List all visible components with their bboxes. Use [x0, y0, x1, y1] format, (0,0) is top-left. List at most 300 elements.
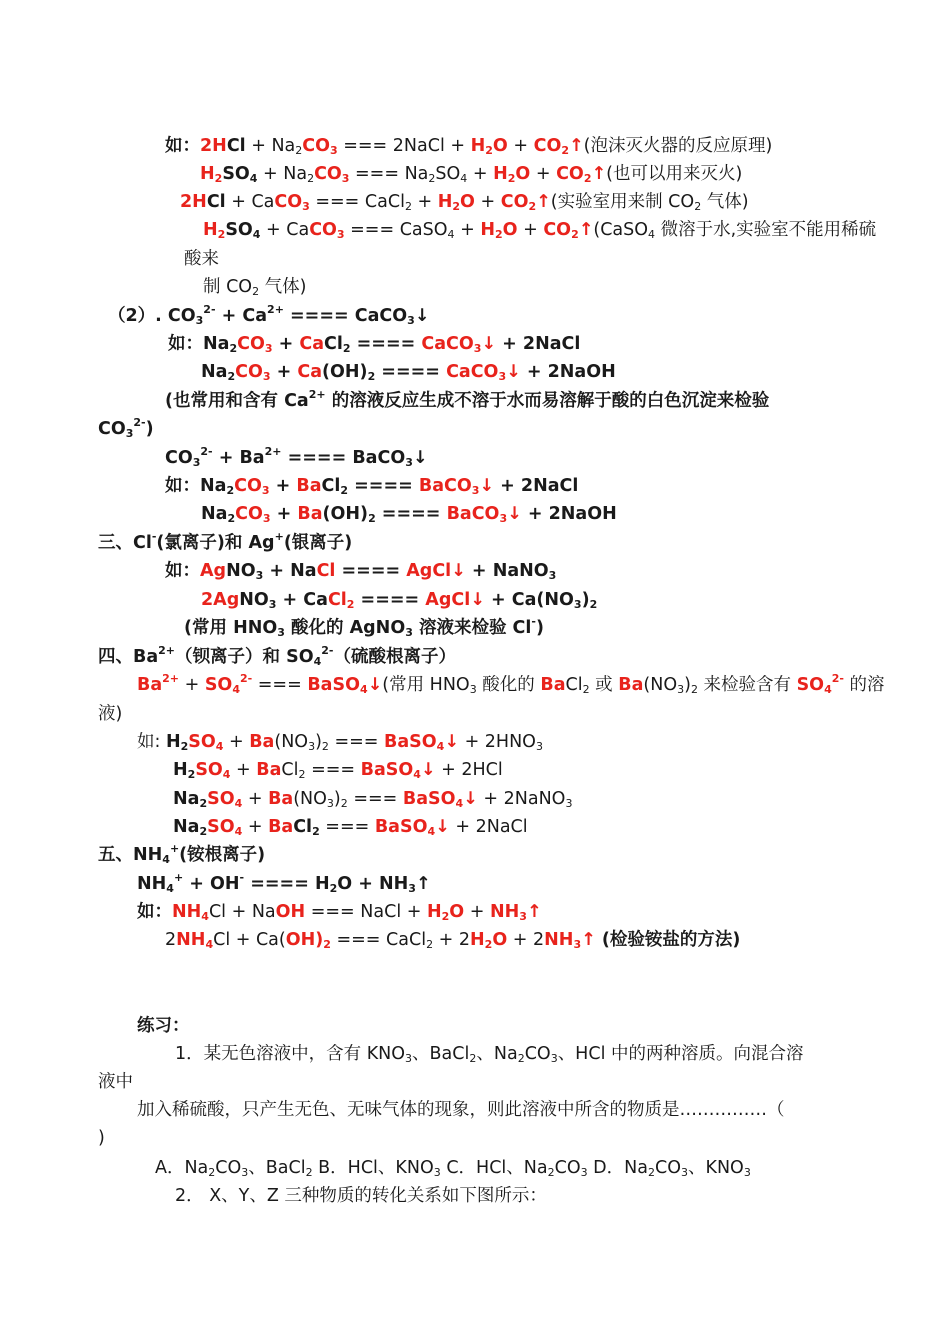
text-segment: BaSO — [360, 760, 414, 780]
text-segment: ) — [684, 675, 691, 695]
text-segment: CO — [237, 334, 265, 354]
text-segment: + — [173, 871, 184, 884]
text-segment: 3 — [680, 1166, 688, 1179]
text-segment: ↑ — [526, 902, 542, 922]
text-segment: 如： — [137, 902, 172, 922]
text-segment: CO — [314, 164, 342, 184]
text-segment: H — [493, 164, 508, 184]
text-segment: ) — [535, 618, 544, 638]
text-segment: (铵根离子) — [179, 845, 266, 865]
text-segment: 3 — [268, 598, 277, 611]
text-segment: + — [270, 504, 298, 524]
text-segment: H — [470, 136, 486, 156]
text-segment: 2 — [426, 938, 434, 951]
text-segment: BaSO — [307, 675, 360, 695]
text-line — [98, 529, 352, 557]
text-line — [173, 756, 503, 784]
text-segment: (也常用和含有 Ca — [165, 391, 309, 411]
text-segment: CO — [543, 220, 572, 240]
text-segment: 2 — [180, 740, 189, 753]
text-segment: H — [426, 902, 442, 922]
text-segment: AgCl↓ — [425, 590, 485, 610]
text-segment: BaCO — [446, 504, 500, 524]
text-segment: 2 — [469, 1052, 477, 1065]
text-segment: + 2HNO — [459, 732, 536, 752]
text-segment: 四、Ba — [98, 647, 159, 667]
text-segment: 3 — [498, 370, 507, 383]
text-line — [184, 614, 544, 642]
text-segment: + — [242, 789, 269, 809]
text-segment: + Ca(NO — [484, 590, 574, 610]
text-segment: SO — [435, 164, 461, 184]
text-segment: (NO — [293, 789, 327, 809]
text-segment: 、BaCl — [412, 1044, 470, 1064]
text-segment: 如: — [137, 732, 166, 752]
text-segment: 4 — [249, 172, 258, 185]
text-segment: NH — [544, 930, 574, 950]
text-segment: Ba — [137, 675, 163, 695]
text-segment: 的溶液反应生成不溶于水而易溶解于酸的白色沉淀来检验 — [325, 391, 770, 411]
text-segment: 2Ag — [201, 590, 240, 610]
text-segment: + Ca — [276, 590, 328, 610]
text-segment: ↓ — [420, 760, 436, 780]
text-segment: 如： — [165, 136, 200, 156]
text-segment: + 2HCl — [435, 760, 503, 780]
text-segment: - — [151, 530, 157, 543]
text-segment: 2． X、Y、Z 三种物质的转化关系如下图所示： — [175, 1186, 547, 1206]
text-segment: (银离子) — [283, 533, 353, 553]
text-segment: 3 — [677, 683, 685, 696]
text-segment: + — [230, 760, 257, 780]
text-segment: Ca — [297, 362, 323, 382]
text-segment: (检验铵盐的方法) — [595, 930, 741, 950]
text-segment: 2 — [342, 342, 351, 355]
text-line — [98, 415, 154, 443]
text-segment: 3 — [262, 512, 271, 525]
text-segment: Ba — [540, 675, 566, 695]
text-segment: + — [169, 842, 180, 855]
text-segment: 2 — [452, 200, 461, 213]
text-line — [108, 302, 429, 330]
text-segment: (NO — [643, 675, 678, 695]
text-line — [201, 500, 617, 528]
text-segment: 2 — [252, 285, 260, 298]
text-segment: Ba — [618, 675, 644, 695]
text-segment: 2 — [582, 683, 590, 696]
text-segment: 气体) — [701, 192, 749, 212]
text-segment: (OH) — [322, 362, 368, 382]
text-segment: ==== — [354, 590, 426, 610]
text-segment: 3 — [473, 342, 482, 355]
text-segment: 1．某无色溶液中，含有 KNO — [175, 1044, 406, 1064]
text-segment: 2 — [307, 172, 315, 185]
text-segment: 2 — [208, 1166, 216, 1179]
text-segment: 4 — [215, 740, 224, 753]
text-segment: 2 — [367, 370, 376, 383]
text-segment: 4 — [359, 683, 368, 696]
text-segment: SO — [207, 789, 235, 809]
text-line — [203, 273, 306, 301]
text-segment: BaSO — [384, 732, 437, 752]
text-segment: 4 — [232, 683, 240, 696]
text-segment: - — [531, 615, 536, 628]
text-segment: Ba — [249, 732, 275, 752]
text-segment: + — [411, 192, 438, 212]
text-line — [98, 643, 456, 671]
text-segment: Na — [201, 362, 228, 382]
text-segment: + Ca — [260, 220, 310, 240]
text-segment: H — [437, 192, 453, 212]
text-segment: 3 — [405, 626, 413, 639]
text-segment: 2 — [690, 683, 698, 696]
text-line — [165, 444, 428, 472]
text-segment: ) — [315, 732, 322, 752]
text-segment: + — [517, 220, 544, 240]
text-segment: ==== CaCO — [283, 306, 408, 326]
text-segment: (OH) — [322, 504, 369, 524]
text-segment: 4 — [824, 683, 832, 696]
text-segment: (NO — [274, 732, 309, 752]
text-line — [165, 472, 578, 500]
text-segment: 2 — [227, 370, 236, 383]
text-segment: 液) — [98, 704, 123, 724]
text-segment: Cl — [316, 561, 336, 581]
text-segment: 2 — [694, 200, 702, 213]
text-segment: 2 — [321, 740, 329, 753]
text-segment: === NaCl + — [305, 902, 427, 922]
text-segment: 4 — [427, 825, 436, 838]
text-segment: 2 — [571, 228, 579, 241]
text-segment: + — [507, 136, 534, 156]
text-segment: OH — [275, 902, 306, 922]
text-segment: ↑ — [581, 930, 596, 950]
text-segment: 3 — [125, 427, 134, 440]
text-segment: 4 — [234, 825, 243, 838]
text-segment: H — [480, 220, 495, 240]
text-segment: 2- — [321, 644, 334, 657]
text-line — [180, 188, 749, 216]
text-line — [165, 926, 740, 954]
text-segment: 4 — [162, 853, 170, 866]
text-segment: 3 — [743, 1166, 751, 1179]
text-segment: ==== — [375, 362, 447, 382]
text-segment: ↓ — [506, 362, 521, 382]
text-segment: NO — [226, 561, 256, 581]
text-segment: + 2NaOH — [521, 504, 617, 524]
text-segment: 、Na — [476, 1044, 518, 1064]
text-segment: 2 — [561, 144, 569, 157]
text-segment: O — [502, 220, 518, 240]
text-segment: 2 — [346, 598, 355, 611]
text-segment: SO — [207, 817, 235, 837]
text-line — [165, 132, 772, 160]
text-segment: 2- — [133, 416, 146, 429]
text-segment: 酸来 — [184, 249, 219, 269]
text-segment: CO — [165, 448, 193, 468]
text-segment: ↓ — [444, 732, 459, 752]
text-segment: CO — [309, 220, 337, 240]
text-segment: H — [173, 760, 188, 780]
text-segment: 2 — [368, 512, 376, 525]
text-segment: CO — [274, 192, 303, 212]
text-segment: 2 — [441, 910, 450, 923]
text-segment: 液中 — [98, 1072, 133, 1092]
text-line — [137, 728, 543, 756]
text-segment: + — [274, 530, 284, 543]
text-segment: + 2NaNO — [477, 789, 566, 809]
text-segment: + 2NaOH — [520, 362, 616, 382]
text-segment: 3 — [407, 314, 415, 327]
text-segment: + — [454, 220, 481, 240]
text-segment: Ba — [296, 476, 322, 496]
text-segment: ==== — [350, 334, 422, 354]
text-segment: 2- — [203, 303, 216, 316]
text-segment: (常用 HNO — [382, 675, 470, 695]
text-segment: Ba — [256, 760, 282, 780]
text-segment: H — [165, 732, 181, 752]
text-segment: 、BaCl — [248, 1158, 306, 1178]
text-segment: (氯离子)和 Ag — [156, 533, 275, 553]
text-segment: ) — [98, 1128, 105, 1148]
text-segment: 2H — [180, 192, 207, 212]
text-segment: 2- — [239, 672, 253, 685]
text-segment: 2 — [340, 484, 349, 497]
text-segment: + 2NaCl — [449, 817, 528, 837]
text-segment: 3 — [330, 144, 338, 157]
text-line — [184, 245, 219, 273]
text-segment: O — [449, 902, 465, 922]
text-segment: 来检验含有 — [697, 675, 797, 695]
text-segment: + — [530, 164, 557, 184]
text-segment: 2 — [227, 512, 236, 525]
text-segment: + — [272, 334, 300, 354]
text-segment: ↓ — [412, 448, 428, 468]
text-segment: 3 — [405, 1052, 413, 1065]
text-segment: （硫酸根离子） — [333, 647, 456, 667]
text-segment: 2 — [312, 825, 320, 838]
text-segment: 2 — [404, 200, 412, 213]
text-line — [137, 898, 542, 926]
text-line — [137, 1012, 190, 1040]
text-segment: O — [460, 192, 475, 212]
text-segment: (也可以用来灭火) — [606, 164, 743, 184]
text-segment: CO — [215, 1158, 242, 1178]
text-segment: NH — [137, 874, 167, 894]
text-segment: 三、Cl — [98, 533, 152, 553]
text-segment: BaSO — [374, 817, 428, 837]
text-segment: + 2 — [433, 930, 470, 950]
text-line — [168, 330, 580, 358]
text-line — [165, 557, 556, 585]
text-segment: 4 — [455, 797, 464, 810]
text-segment: 4 — [413, 768, 421, 781]
text-segment: === — [347, 789, 403, 809]
text-segment: Ca — [299, 334, 325, 354]
text-segment: CO — [235, 504, 263, 524]
text-segment: + Na — [263, 561, 317, 581]
text-segment: + OH — [183, 874, 240, 894]
text-line — [173, 785, 572, 813]
text-segment: - — [239, 871, 245, 884]
text-segment: 3 — [405, 456, 413, 469]
text-segment: CO — [302, 136, 331, 156]
text-segment: 如：Na — [165, 476, 227, 496]
text-segment: 3 — [550, 1052, 558, 1065]
text-segment: O — [492, 136, 508, 156]
text-segment: 2 — [589, 598, 598, 611]
text-segment: 或 — [589, 675, 619, 695]
text-segment: (实验室用来制 CO — [550, 192, 695, 212]
text-segment: CO — [235, 362, 263, 382]
text-segment: SO — [204, 675, 233, 695]
text-segment: 3 — [326, 797, 334, 810]
text-segment: 、HCl 中的两种溶质。向混合溶 — [557, 1044, 804, 1064]
text-segment: + — [269, 476, 297, 496]
text-segment: 的溶 — [843, 675, 885, 695]
text-segment: （2）. CO — [108, 306, 196, 326]
text-segment: (常用 HNO — [184, 618, 278, 638]
text-segment: 4 — [460, 172, 468, 185]
text-segment: 2+ — [162, 672, 180, 685]
text-segment: SO — [195, 760, 223, 780]
text-segment: ==== — [335, 561, 407, 581]
text-segment: CO — [500, 192, 529, 212]
text-segment: Ba — [297, 504, 323, 524]
text-segment: 2 — [187, 768, 196, 781]
text-segment: 3 — [573, 938, 582, 951]
text-segment: + Na — [245, 136, 296, 156]
text-segment: AgCl↓ — [406, 561, 466, 581]
text-line — [201, 358, 616, 386]
text-line — [98, 700, 122, 728]
text-segment: （钡离子）和 SO — [175, 647, 314, 667]
text-segment: 2+ — [308, 388, 326, 401]
text-segment: ↓ — [367, 675, 383, 695]
text-segment: 2 — [485, 144, 493, 157]
text-segment: SO — [796, 675, 825, 695]
text-segment: NH — [489, 902, 520, 922]
text-segment: + 2 — [507, 930, 545, 950]
text-segment: 2- — [831, 672, 844, 685]
text-segment: ) — [333, 789, 341, 809]
text-segment: SO — [225, 220, 253, 240]
text-segment: 2H — [200, 136, 227, 156]
text-segment: 2 — [428, 172, 436, 185]
text-segment: Na — [201, 504, 228, 524]
text-segment: + — [474, 192, 501, 212]
text-segment: Cl + Na — [208, 902, 276, 922]
text-segment: Na — [173, 817, 200, 837]
text-segment: 溶液来检验 Cl — [412, 618, 532, 638]
text-segment: Cl — [206, 192, 226, 212]
text-segment: C．HCl、Na — [440, 1158, 548, 1178]
text-segment: ↓ — [507, 504, 522, 524]
text-segment: ↓ — [479, 476, 495, 496]
text-segment: 2 — [165, 930, 177, 950]
text-line — [137, 870, 431, 898]
text-segment: 3 — [573, 598, 582, 611]
text-segment: 3 — [262, 370, 271, 383]
text-segment: 2 — [226, 484, 235, 497]
text-segment: + NaNO — [465, 561, 549, 581]
text-segment: 2 — [340, 797, 348, 810]
text-segment: 2+ — [267, 303, 284, 316]
text-segment: 如： — [165, 561, 200, 581]
text-segment: Ba — [268, 817, 294, 837]
text-segment: CO — [524, 1044, 551, 1064]
text-segment: ) — [145, 419, 154, 439]
text-segment: 3 — [302, 200, 310, 213]
text-segment: B．HCl、KNO — [312, 1158, 434, 1178]
text-segment: ==== H — [244, 874, 330, 894]
text-segment: 3 — [469, 683, 477, 696]
text-segment: + 2NaCl — [496, 334, 581, 354]
text-segment: 2 — [528, 200, 537, 213]
text-segment: 2 — [199, 797, 208, 810]
text-segment: 2 — [507, 172, 516, 185]
text-line — [175, 1182, 547, 1210]
text-segment: 2 — [494, 228, 503, 241]
text-segment: Cl — [226, 136, 246, 156]
text-line — [175, 1040, 804, 1068]
text-segment: 3 — [277, 626, 285, 639]
text-segment: ==== — [348, 476, 419, 496]
text-segment: 2+ — [158, 644, 176, 657]
text-segment: 微溶于水,实验室不能用稀硫 — [655, 220, 877, 240]
text-line — [155, 1154, 751, 1182]
text-segment: O + NH — [337, 874, 409, 894]
text-segment: 3 — [565, 797, 573, 810]
text-segment: 如：Na — [168, 334, 230, 354]
text-segment: ↓ — [481, 334, 497, 354]
text-segment: 3 — [408, 882, 416, 895]
text-segment: Cl — [327, 590, 347, 610]
text-line — [165, 387, 769, 415]
text-segment: ↓ — [435, 817, 450, 837]
text-segment: 制 CO — [203, 277, 253, 297]
text-segment: 2 — [517, 1052, 525, 1065]
text-line — [173, 813, 528, 841]
text-segment: BaCO — [418, 476, 472, 496]
text-segment: ==== — [375, 504, 447, 524]
text-segment: === Na — [349, 164, 429, 184]
text-segment: + Na — [257, 164, 308, 184]
text-segment: 3 — [241, 1166, 249, 1179]
text-segment: === — [305, 760, 361, 780]
text-segment: 4 — [313, 655, 322, 668]
text-segment: 3 — [499, 512, 508, 525]
text-segment: CaCO — [421, 334, 474, 354]
text-segment: 2 — [295, 144, 303, 157]
text-segment: 2- — [200, 445, 213, 458]
text-segment: 3 — [195, 314, 204, 327]
text-segment: + 2NaCl — [494, 476, 579, 496]
text-segment: 2 — [305, 1166, 313, 1179]
text-segment: + — [467, 164, 494, 184]
text-segment: 4 — [201, 910, 209, 923]
text-segment: 4 — [166, 882, 174, 895]
text-segment: 3 — [580, 1166, 588, 1179]
text-segment: CaCO — [446, 362, 499, 382]
text-line — [201, 586, 597, 614]
text-segment: 2 — [199, 825, 208, 838]
text-segment: + — [179, 675, 205, 695]
text-segment: Ba — [268, 789, 294, 809]
text-segment: ==== BaCO — [281, 448, 406, 468]
text-segment: + Ca — [225, 192, 275, 212]
text-segment: A．Na — [155, 1158, 209, 1178]
text-segment: === — [252, 675, 308, 695]
